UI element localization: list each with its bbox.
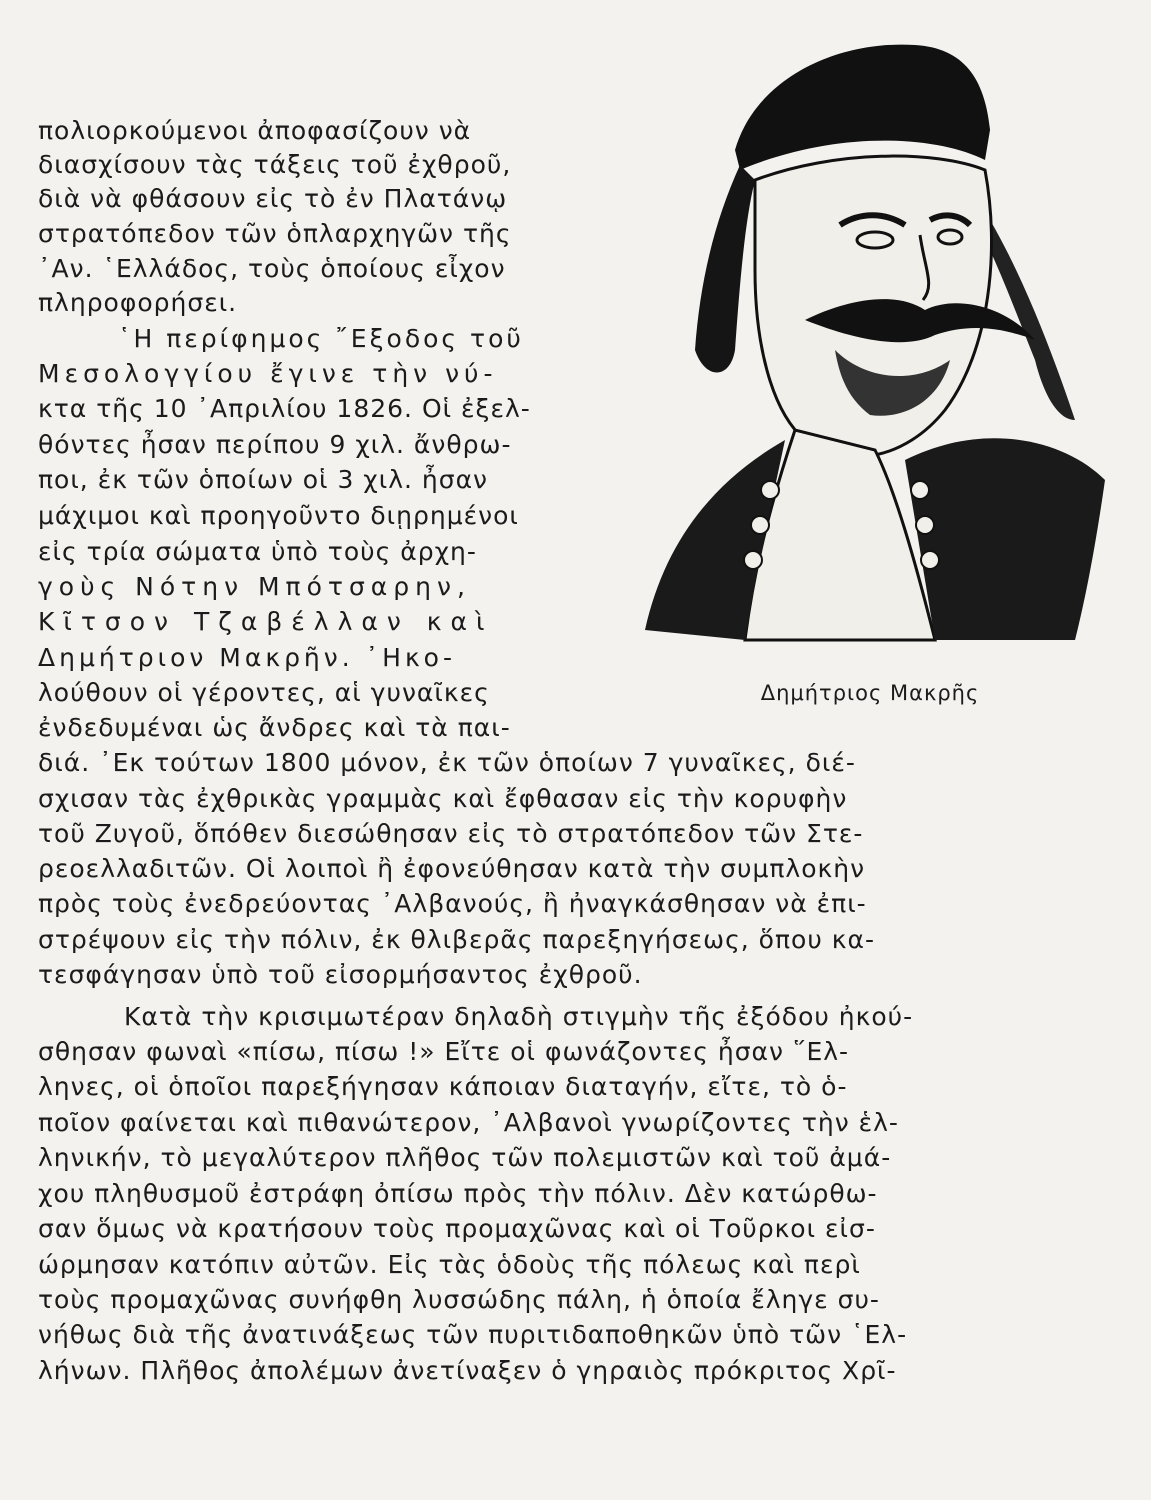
text-line: πολιορκούμενοι ἀποφασίζουν νὰ — [38, 116, 472, 145]
text-line: Κῖτσον Τζαβέλλαν καὶ — [38, 607, 494, 636]
text-line: ληνες, οἱ ὁποῖοι παρεξήγησαν κάποιαν διαταγήν, εἴτε, τὸ ὁ- — [38, 1072, 848, 1101]
text-line: ἐνδεδυμέναι ὡς ἄνδρες καὶ τὰ παι- — [38, 713, 511, 742]
text-line: λήνων. Πλῆθος ἀπολέμων ἀνετίναξεν ὁ γηραιὸς πρόκριτος Χρῖ- — [38, 1356, 897, 1385]
text-line: στρατόπεδον τῶν ὁπλαρχηγῶν τῆς — [38, 219, 512, 248]
text-line: διά. ᾽Εκ τούτων 1800 μόνον, ἐκ τῶν ὁποίων 7 γυναῖκες, διέ- — [38, 748, 856, 777]
text-line: σθησαν φωναὶ «πίσω, πίσω !» Εἴτε οἱ φωνάζοντες ἦσαν ῞Ελ- — [38, 1037, 850, 1066]
text-line: τοῦ Ζυγοῦ, ὅπόθεν διεσώθησαν εἰς τὸ στρατόπεδον τῶν Στε- — [38, 819, 864, 848]
text-line: πρὸς τοὺς ἐνεδρεύοντας ᾽Αλβανούς, ἢ ἠναγκάσθησαν νὰ ἐπι- — [38, 889, 867, 918]
text-line: νήθως διὰ τῆς ἀνατινάξεως τῶν πυριτιδαποθηκῶν ὑπὸ τῶν ῾Ελ- — [38, 1320, 908, 1349]
text-line: τεσφάγησαν ὑπὸ τοῦ εἰσορμήσαντος ἐχθροῦ. — [38, 960, 643, 989]
text-line: εἰς τρία σώματα ὑπὸ τοὺς ἀρχη- — [38, 537, 477, 566]
text-line: ῾Η περίφημος ῎Εξοδος τοῦ — [118, 324, 524, 353]
text-line: Δημήτριον Μακρῆν. ᾽Ηκο- — [38, 643, 456, 672]
text-line: γοὺς Νότην Μπότσαρην, — [38, 572, 471, 601]
portrait-engraving — [605, 20, 1125, 660]
text-line: στρέψουν εἰς τὴν πόλιν, ἐκ θλιβερᾶς παρεξηγήσεως, ὅπου κα- — [38, 925, 875, 954]
text-line: λούθουν οἱ γέροντες, αἱ γυναῖκες — [38, 678, 490, 707]
text-line: κτα τῆς 10 ᾽Απριλίου 1826. Οἱ ἐξελ- — [38, 394, 531, 423]
text-line: τοὺς προμαχῶνας συνήφθη λυσσώδης πάλη, ἡ ὁποία ἔληγε συ- — [38, 1285, 880, 1314]
text-line: πληροφορήσει. — [38, 288, 238, 317]
text-line: διὰ νὰ φθάσουν εἰς τὸ ἐν Πλατάνῳ — [38, 184, 508, 213]
text-line: διασχίσουν τὰς τάξεις τοῦ ἐχθροῦ, — [38, 150, 512, 179]
text-line: Μεσολογγίου ἔγινε τὴν νύ- — [38, 359, 498, 388]
text-line: ρεοελλαδιτῶν. Οἱ λοιποὶ ἢ ἐφονεύθησαν κατὰ τὴν συμπλοκὴν — [38, 854, 866, 883]
portrait-caption: Δημήτριος Μακρῆς — [760, 681, 980, 705]
text-line: ποῖον φαίνεται καὶ πιθανώτερον, ᾽Αλβανοὶ γνωρίζοντες τὴν ἑλ- — [38, 1108, 899, 1137]
text-line: ληνικήν, τὸ μεγαλύτερον πλῆθος τῶν πολεμιστῶν καὶ τοῦ ἀμά- — [38, 1143, 892, 1172]
text-line: χου πληθυσμοῦ ἐστράφη ὀπίσω πρὸς τὴν πόλιν. Δὲν κατώρθω- — [38, 1179, 878, 1208]
text-line: μάχιμοι καὶ προηγοῦντο διῃρημένοι — [38, 501, 519, 530]
text-line: σαν ὅμως νὰ κρατήσουν τοὺς προμαχῶνας καὶ οἱ Τοῦρκοι εἰσ- — [38, 1214, 876, 1243]
text-line: ποι, ἐκ τῶν ὁποίων οἱ 3 χιλ. ἦσαν — [38, 465, 489, 494]
text-line: ώρμησαν κατόπιν αὐτῶν. Εἰς τὰς ὁδοὺς τῆς πόλεως καὶ περὶ — [38, 1250, 861, 1279]
text-line: ᾽Αν. ῾Ελλάδος, τοὺς ὁποίους εἶχον — [38, 254, 506, 283]
text-line: σχισαν τὰς ἐχθρικὰς γραμμὰς καὶ ἔφθασαν εἰς τὴν κορυφὴν — [38, 784, 848, 813]
text-line: θόντες ἦσαν περίπου 9 χιλ. ἄνθρω- — [38, 430, 512, 459]
text-line: Κατὰ τὴν κρισιμωτέραν δηλαδὴ στιγμὴν τῆς ἐξόδου ἠκού- — [124, 1002, 914, 1031]
